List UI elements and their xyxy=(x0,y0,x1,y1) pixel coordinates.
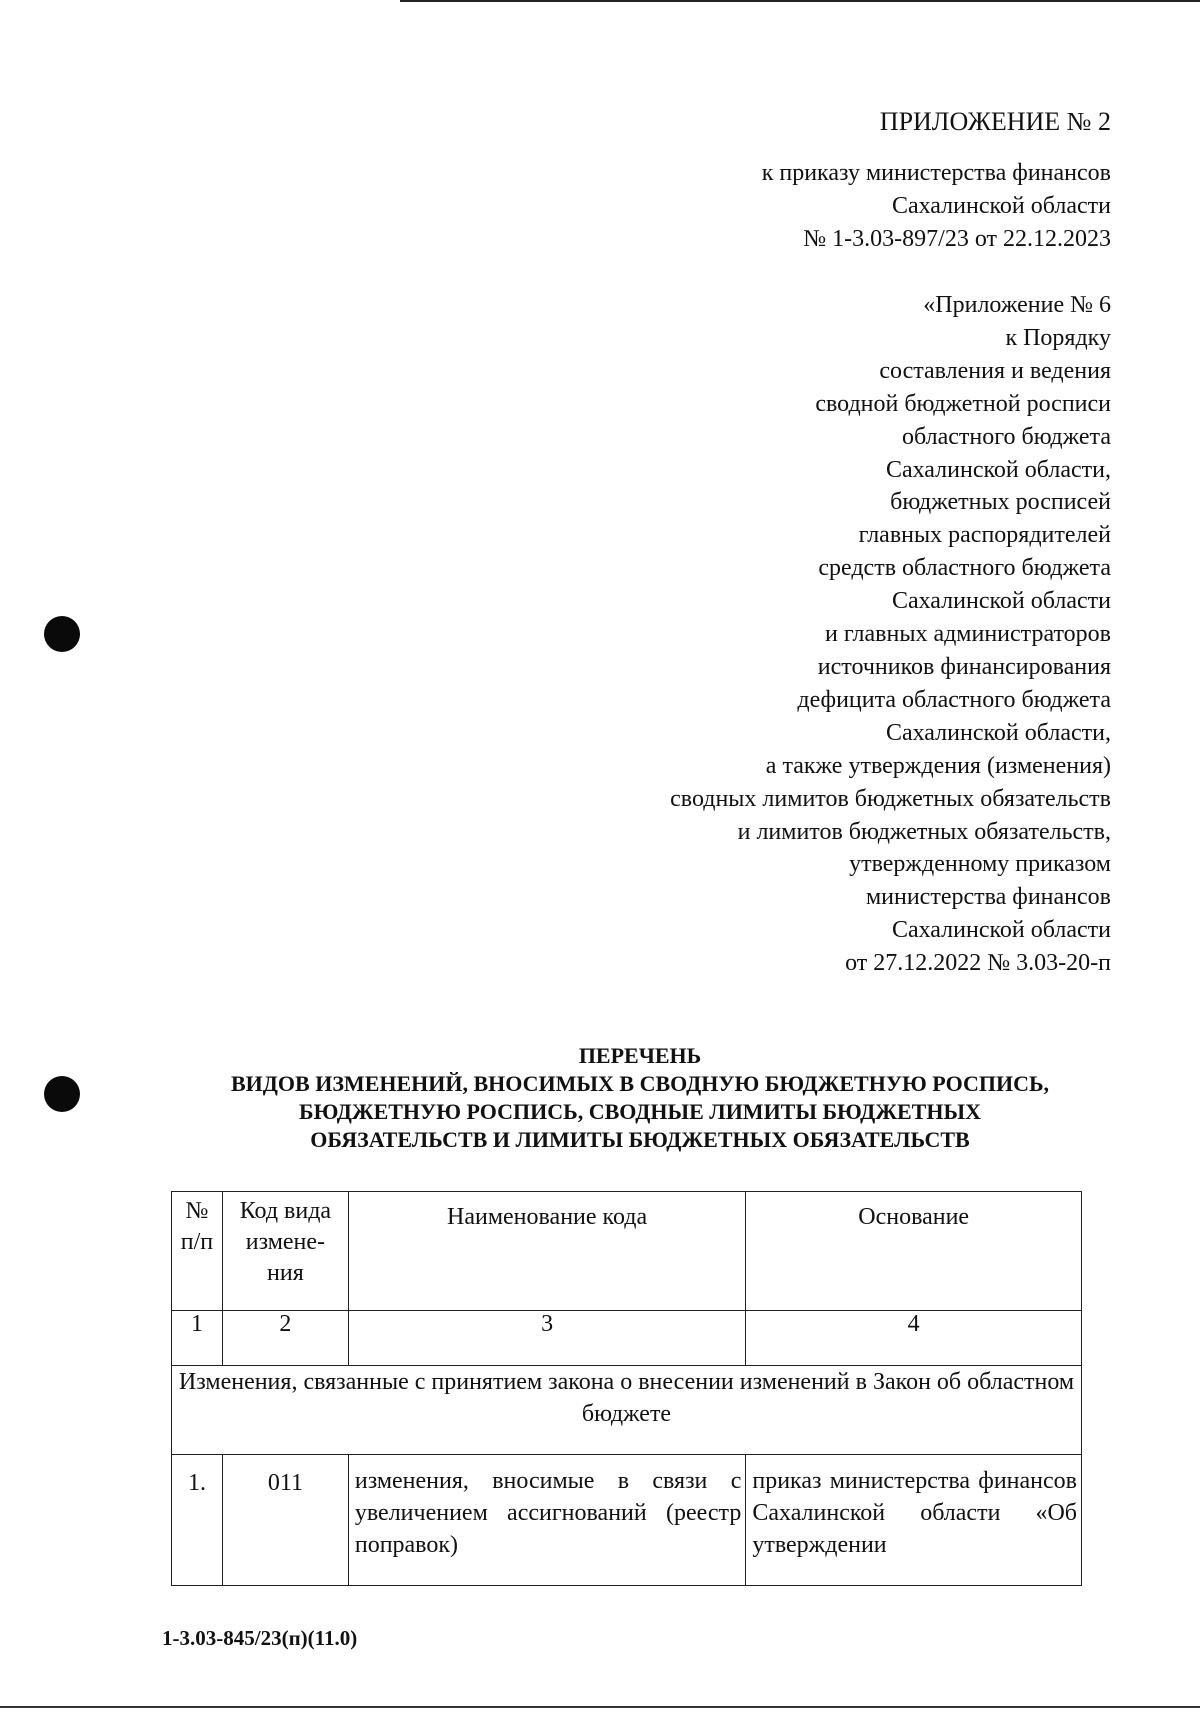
table-row xyxy=(172,1455,1082,1586)
procedure-line: источников финансирования xyxy=(817,653,1111,680)
appendix-title: ПРИЛОЖЕНИЕ № 2 xyxy=(879,107,1111,136)
procedure-line: «Приложение № 6 xyxy=(923,292,1111,318)
procedure-line: и главных администраторов xyxy=(825,621,1111,648)
procedure-reference xyxy=(670,289,1111,980)
procedure-line: главных распорядителей xyxy=(858,522,1111,549)
list-title-line: ПЕРЕЧЕНЬ xyxy=(578,1043,702,1068)
document-footer-code: 1-3.03-845/23(п)(11.0) xyxy=(162,1626,358,1650)
procedure-line: и лимитов бюджетных обязательств, xyxy=(737,818,1111,845)
list-title-line: БЮДЖЕТНУЮ РОСПИСЬ, СВОДНЫЕ ЛИМИТЫ БЮДЖЕТНЫХ xyxy=(299,1099,981,1124)
punch-hole xyxy=(44,1076,80,1112)
order-reference-line: № 1-3.03-897/23 от 22.12.2023 xyxy=(803,226,1111,252)
procedure-line: министерства финансов xyxy=(865,884,1111,911)
procedure-line: сводной бюджетной росписи xyxy=(815,390,1111,417)
row-name: изменения, вносимые в связи с увеличением ассигнований (реестр поправок) xyxy=(348,1455,746,1586)
section-row xyxy=(172,1366,1082,1455)
procedure-line: Сахалинской области, xyxy=(885,719,1111,746)
procedure-line: от 27.12.2022 № 3.03-20-п xyxy=(845,950,1111,977)
procedure-line: Сахалинской области xyxy=(891,917,1111,944)
table-header-row xyxy=(172,1192,1082,1311)
procedure-line: Сахалинской области, xyxy=(885,456,1111,483)
header-name xyxy=(348,1192,746,1311)
list-title-line: ОБЯЗАТЕЛЬСТВ И ЛИМИТЫ БЮДЖЕТНЫХ ОБЯЗАТЕЛЬСТВ xyxy=(310,1127,970,1152)
row-basis: приказ министерства финансов Сахалинской области «Об утверждении xyxy=(746,1455,1082,1586)
header-basis xyxy=(746,1192,1082,1311)
procedure-line: бюджетных росписей xyxy=(890,489,1111,516)
column-number: 3 xyxy=(348,1311,746,1366)
header-code-line: измене- xyxy=(245,1229,326,1255)
list-title xyxy=(150,1042,1130,1154)
row-num: 1. xyxy=(172,1455,223,1586)
section-title: Изменения, связанные с принятием закона о внесении изменений в Закон об областном бюджете xyxy=(172,1366,1082,1455)
procedure-line: к Порядку xyxy=(1005,324,1111,351)
header-code-line: Код вида xyxy=(239,1198,332,1224)
column-number: 2 xyxy=(222,1311,348,1366)
row-code: 011 xyxy=(222,1455,348,1586)
procedure-line: средств областного бюджета xyxy=(818,555,1111,582)
order-reference-line: к приказу министерства финансов xyxy=(761,160,1111,186)
column-number-row xyxy=(172,1311,1082,1366)
header-basis-text: Основание xyxy=(858,1204,970,1230)
procedure-line: утвержденному приказом xyxy=(849,851,1111,878)
order-reference xyxy=(762,157,1111,256)
header-num-line: № xyxy=(185,1198,209,1224)
list-title-line: ВИДОВ ИЗМЕНЕНИЙ, ВНОСИМЫХ В СВОДНУЮ БЮДЖЕТНУЮ РОСПИСЬ, xyxy=(231,1071,1049,1096)
procedure-line: Сахалинской области xyxy=(891,588,1111,615)
header-num xyxy=(172,1192,223,1311)
page-bottom-edge-line xyxy=(0,1706,1200,1708)
header-code-line: ния xyxy=(267,1260,304,1286)
page-top-edge-line xyxy=(400,0,1200,2)
change-types-table xyxy=(171,1191,1082,1586)
column-number: 1 xyxy=(172,1311,223,1366)
header-code xyxy=(222,1192,348,1311)
procedure-line: дефицита областного бюджета xyxy=(797,686,1111,713)
column-number: 4 xyxy=(746,1311,1082,1366)
order-reference-line: Сахалинской области xyxy=(891,193,1111,219)
procedure-line: областного бюджета xyxy=(902,423,1111,450)
procedure-line: составления и ведения xyxy=(879,357,1111,384)
procedure-line: а также утверждения (изменения) xyxy=(765,752,1111,779)
header-name-text: Наименование кода xyxy=(447,1204,648,1230)
header-num-line: п/п xyxy=(180,1229,214,1255)
punch-hole xyxy=(44,616,80,652)
procedure-line: сводных лимитов бюджетных обязательств xyxy=(670,785,1111,812)
